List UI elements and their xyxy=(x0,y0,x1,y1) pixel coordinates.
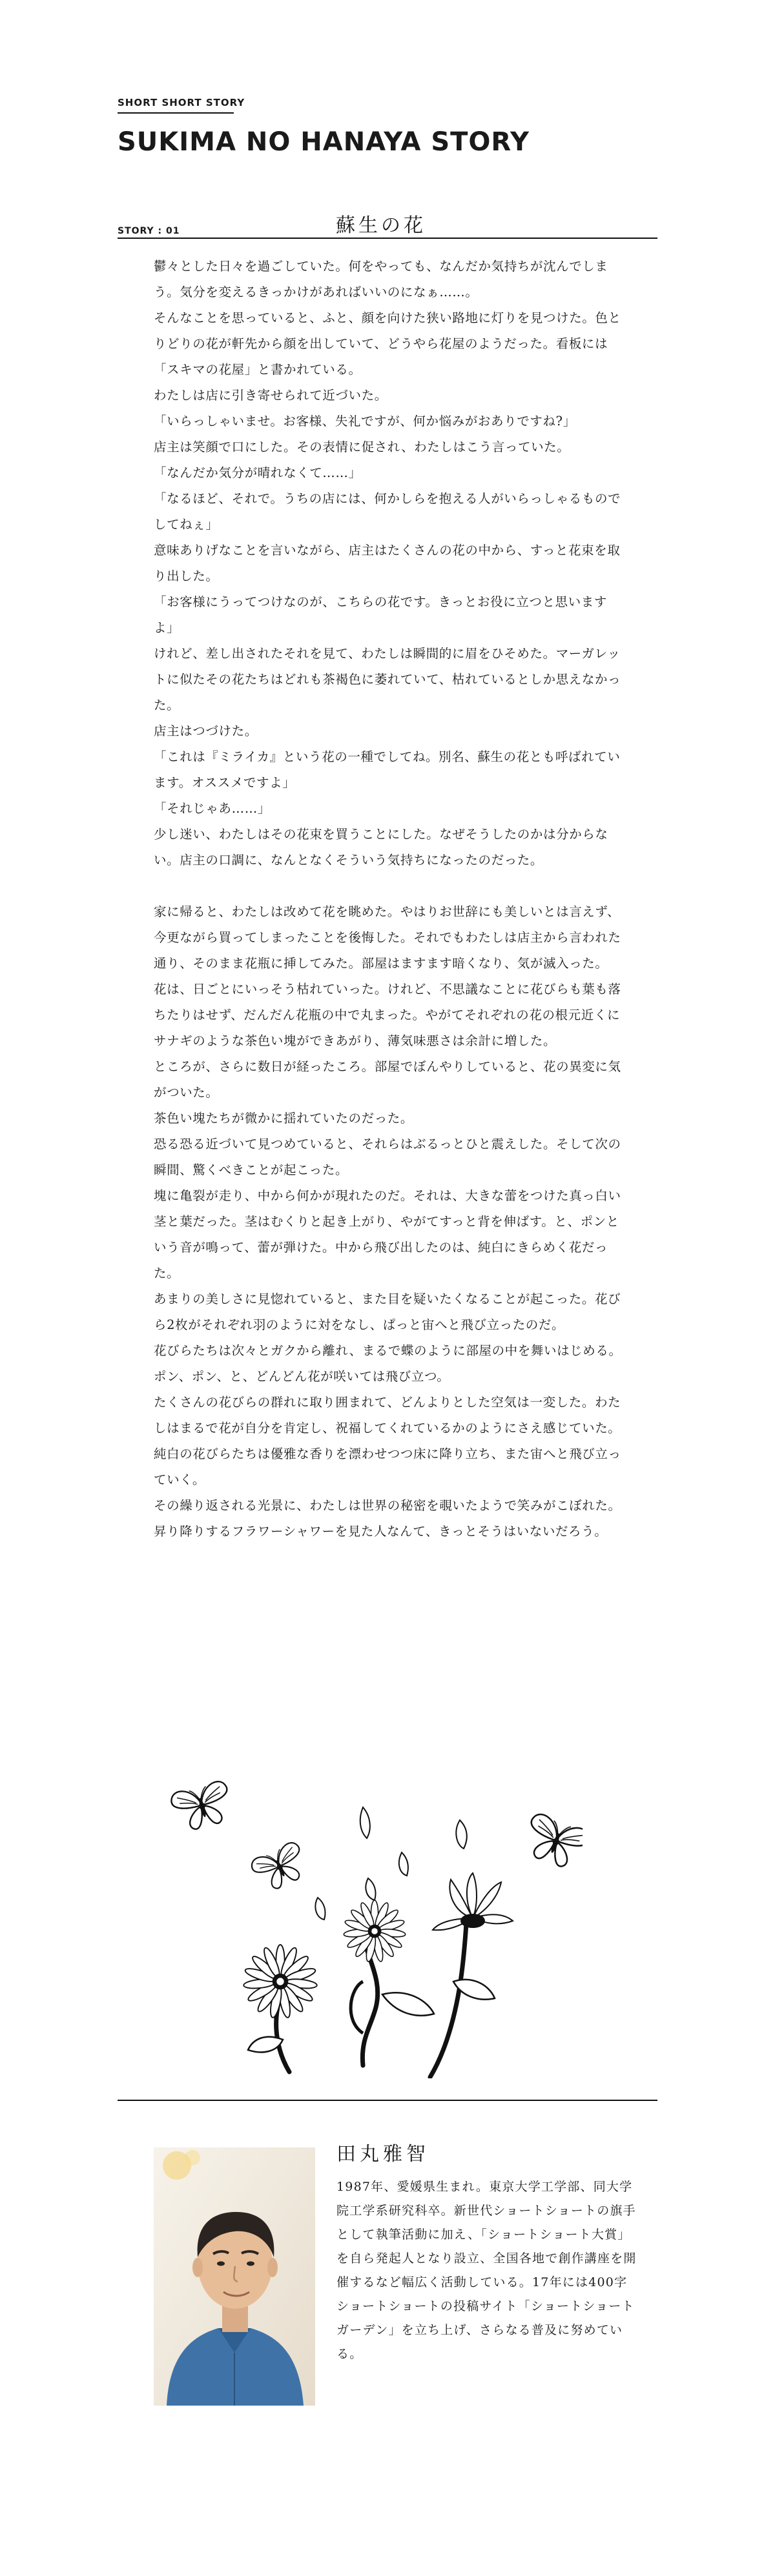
story-paragraph: 「お客様にうってつけなのが、こちらの花です。きっとお役に立つと思いますよ」 xyxy=(154,594,607,635)
story-paragraph: 花は、日ごとにいっそう枯れていった。けれど、不思議なことに花びらも葉も落ちたりはせず、だんだん花瓶の中で丸まった。やがてそれぞれの花の根元近くにサナギのような茶色い塊ができあがり、薄気味悪さは余計に増した。 xyxy=(154,982,621,1048)
story-paragraph: 少し迷い、わたしはその花束を買うことにした。なぜそうしたのかは分からない。店主の口調に、なんとなくそういう気持ちになったのだった。 xyxy=(154,827,608,867)
story-paragraph: わたしは店に引き寄せられて近づいた。 xyxy=(154,388,388,403)
petal-icon xyxy=(366,1878,375,1900)
petal-icon xyxy=(315,1898,325,1920)
story-paragraph: 鬱々とした日々を過ごしていた。何をやっても、なんだか気持ちが沈んでしまう。気分を変えるきっかけがあればいいのになぁ……。 xyxy=(154,259,608,299)
flower-icon xyxy=(344,1900,406,1962)
butterfly-icon xyxy=(249,1840,311,1894)
story-paragraph: 「いらっしゃいませ。お客様、失礼ですが、何か悩みがおありですね?」 xyxy=(154,414,576,429)
butterfly-icon xyxy=(169,1780,235,1834)
petal-icon xyxy=(456,1820,466,1849)
story-paragraph: 家に帰ると、わたしは改めて花を眺めた。やはりお世辞にも美しいとは言えず、今更ながら買ってしまったことを後悔した。それでもわたしは店主から言われた通り、そのまま花瓶に挿してみた。部屋はますます暗くなり、気が滅入った。 xyxy=(154,904,621,971)
flower-icon xyxy=(433,1873,513,1930)
section-break xyxy=(154,873,624,899)
author-bio: 1987年、愛媛県生まれ。東京大学工学部、同大学院工学系研究科卒。新世代ショートショートの旗手として執筆活動に加え、「ショートショート大賞」を自ら発起人となり設立、全国各地で創作講座を開催するなど幅広く活動している。17年には400字ショートショートの投稿サイト「ショートショートガーデン」を立ち上げ、さらなる普及に努めている。 xyxy=(336,2180,637,2361)
story-paragraph: たくさんの花びらの群れに取り囲まれて、どんよりとした空気は一変した。わたしはまるで花が自分を肯定し、祝福してくれているかのようにさえ感じていた。 xyxy=(154,1395,621,1435)
author-photo xyxy=(154,2147,315,2406)
story-paragraph: そんなことを思っていると、ふと、顔を向けた狭い路地に灯りを見つけた。色とりどりの花が軒先から顔を出していて、どうやら花屋のようだった。看板には「スキマの花屋」と書かれている。 xyxy=(154,310,621,377)
story-paragraph: 「なるほど、それで。うちの店には、何かしらを抱える人がいらっしゃるものでしてねぇ」 xyxy=(154,491,621,532)
story-body xyxy=(154,254,624,1545)
story-number: STORY : 01 xyxy=(118,226,180,236)
story-paragraph: その繰り返される光景に、わたしは世界の秘密を覗いたようで笑みがこぼれた。 xyxy=(154,1498,621,1513)
series-label: SHORT SHORT STORY xyxy=(118,97,245,108)
story-paragraph: あまりの美しさに見惚れていると、また目を疑いたくなることが起こった。花びら2枚がそれぞれ羽のように対をなし、ぱっと宙へと飛び立ったのだ。 xyxy=(154,1292,621,1332)
story-paragraph: 昇り降りするフラワーシャワーを見た人なんて、きっとそうはいないだろう。 xyxy=(154,1524,608,1539)
story-paragraph: 茶色い塊たちが微かに揺れていたのだった。 xyxy=(154,1111,414,1126)
story-paragraph: 店主は笑顔で口にした。その表情に促され、わたしはこう言っていた。 xyxy=(154,440,570,454)
flower-icon xyxy=(243,1945,318,2018)
page-title: SUKIMA NO HANAYA STORY xyxy=(118,127,530,157)
story-paragraph: 「なんだか気分が晴れなくて……」 xyxy=(154,465,362,480)
butterfly-icon xyxy=(521,1812,583,1872)
story-title: 蘇生の花 xyxy=(336,214,426,237)
story-paragraph: ところが、さらに数日が経ったころ。部屋でぼんやりしていると、花の異変に気がついた。 xyxy=(154,1059,621,1100)
story-paragraph: 「これは『ミライカ』という花の一種でしてね。別名、蘇生の花とも呼ばれています。オススメですよ」 xyxy=(154,749,621,790)
petal-icon xyxy=(360,1807,370,1838)
story-paragraph: 「それじゃあ……」 xyxy=(154,801,271,816)
story-paragraph: けれど、差し出されたそれを見て、わたしは瞬間的に眉をひそめた。マーガレットに似たその花たちはどれも茶褐色に萎れていて、枯れているとしか思えなかった。 xyxy=(154,646,621,713)
story-paragraph: 恐る恐る近づいて見つめていると、それらはぶるっとひと震えした。そして次の瞬間、驚くべきことが起こった。 xyxy=(154,1137,621,1177)
butterfly-flower-illustration xyxy=(169,1769,583,2078)
author-name: 田丸雅智 xyxy=(336,2143,429,2165)
story-paragraph: 店主はつづけた。 xyxy=(154,724,258,738)
title-divider xyxy=(118,238,657,239)
story-paragraph: 花びらたちは次々とガクから離れ、まるで蝶のように部屋の中を舞いはじめる。ポン、ポン、と、どんどん花が咲いては飛び立つ。 xyxy=(154,1343,622,1384)
author-divider xyxy=(118,2100,657,2101)
story-paragraph: 純白の花びらたちは優雅な香りを漂わせつつ床に降り立ち、また宙へと飛び立っていく。 xyxy=(154,1446,621,1487)
story-paragraph: 意味ありげなことを言いながら、店主はたくさんの花の中から、すっと花束を取り出した。 xyxy=(154,543,621,583)
petal-icon xyxy=(399,1852,408,1876)
story-paragraph: 塊に亀裂が走り、中から何かが現れたのだ。それは、大きな蕾をつけた真っ白い茎と葉だった。茎はむくりと起き上がり、やがてすっと背を伸ばす。と、ポンという音が鳴って、蕾が弾けた。中から飛び出したのは、純白にきらめく花だった。 xyxy=(154,1188,621,1281)
series-underline xyxy=(118,112,234,114)
